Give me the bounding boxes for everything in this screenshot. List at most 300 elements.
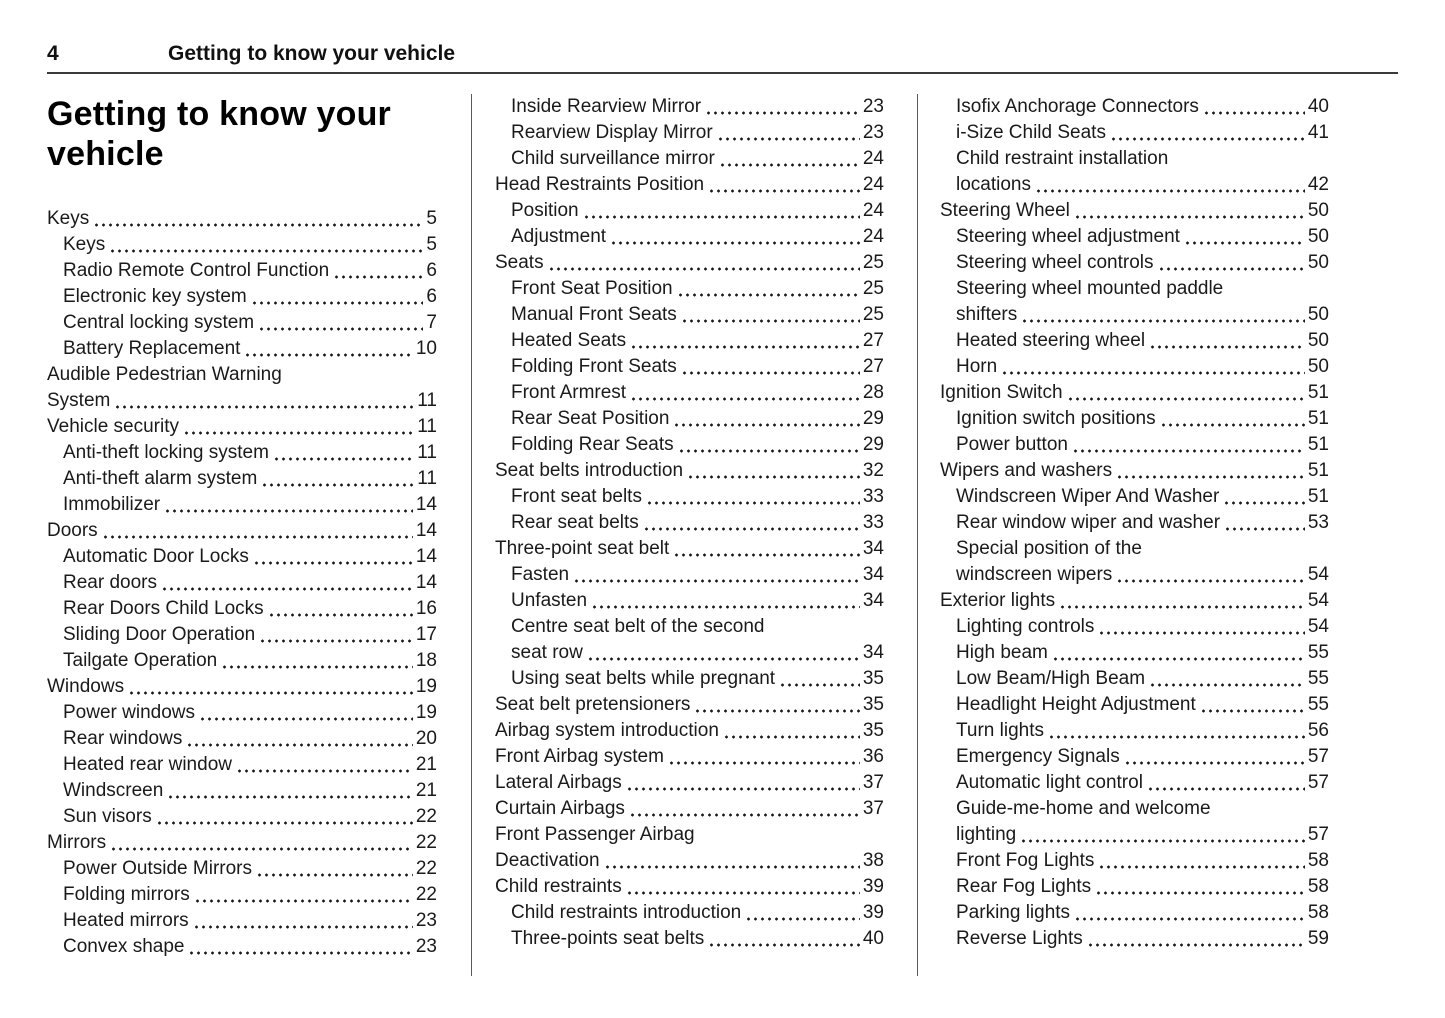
toc-entry (940, 94, 1329, 120)
toc-entry (940, 484, 1329, 510)
dot-leader (583, 198, 860, 224)
dot-leader (186, 726, 413, 752)
dot-leader (268, 596, 413, 622)
toc-entry (940, 354, 1329, 380)
dot-leader (1200, 692, 1305, 718)
toc-entry-page-number: 14 (415, 520, 437, 541)
dot-leader (164, 492, 413, 518)
toc-entry-label: Isofix Anchorage Connectors (956, 96, 1199, 117)
toc-entry-label: Power windows (63, 702, 195, 723)
toc-entry-label: Windows (47, 676, 125, 697)
toc-entry-page-number: 34 (862, 564, 884, 585)
toc-entry-label: Front seat belts (511, 486, 642, 507)
dot-leader (1203, 94, 1305, 120)
toc-entry (495, 146, 884, 172)
toc-entry (495, 926, 884, 952)
toc-entry (47, 752, 437, 778)
toc-entry-label: Rear Seat Position (511, 408, 670, 429)
toc-entry-label: Tailgate Operation (63, 650, 218, 671)
toc-entry (940, 432, 1329, 458)
header-chapter-title: Getting to know your vehicle (168, 42, 456, 65)
toc-entry-label: Sun visors (63, 806, 152, 827)
toc-entry-page-number: 57 (1307, 746, 1329, 767)
toc-entry (495, 406, 884, 432)
toc-entry (940, 406, 1329, 432)
toc-entry-label: Folding Front Seats (511, 356, 677, 377)
toc-entry (940, 822, 1329, 848)
toc-entry-page-number: 33 (862, 512, 884, 533)
toc-entry-page-number: 34 (862, 642, 884, 663)
toc-entry (940, 874, 1329, 900)
toc-entry-page-number: 24 (862, 200, 884, 221)
dot-leader (259, 622, 413, 648)
toc-entry-label: Sliding Door Operation (63, 624, 256, 645)
toc-entry-page-number: 54 (1307, 616, 1329, 637)
toc-entry-list-2 (495, 94, 884, 952)
toc-entry-wrap-line (495, 822, 884, 848)
toc-entry-label: Reverse Lights (956, 928, 1083, 949)
toc-entry-page-number: 39 (862, 902, 884, 923)
toc-entry-page-number: 38 (862, 850, 884, 871)
dot-leader (705, 94, 860, 120)
dot-leader (1087, 926, 1305, 952)
toc-entry-page-number: 11 (417, 442, 437, 463)
toc-entry-label: Front Passenger Airbag (495, 824, 695, 845)
toc-entry (940, 614, 1329, 640)
toc-entry-page-number: 22 (415, 858, 437, 879)
toc-entry (495, 328, 884, 354)
toc-entry-label: Steering wheel mounted paddle (956, 278, 1224, 299)
dot-leader (630, 380, 860, 406)
toc-entry-label: Anti-theft alarm system (63, 468, 258, 489)
toc-entry-label: Doors (47, 520, 98, 541)
toc-entry (47, 726, 437, 752)
toc-entry-label: Three-point seat belt (495, 538, 670, 559)
toc-entry-label: Guide-me-home and welcome (956, 798, 1211, 819)
toc-entry-label: Centre seat belt of the second (511, 616, 765, 637)
toc-entry (495, 900, 884, 926)
toc-entry-list-3 (940, 94, 1329, 952)
toc-entry-page-number: 18 (415, 650, 437, 671)
toc-entry-label: Folding mirrors (63, 884, 190, 905)
dot-leader (114, 388, 414, 414)
dot-leader (687, 458, 860, 484)
dot-leader (258, 310, 423, 336)
toc-entry-label: Airbag system introduction (495, 720, 719, 741)
dot-leader (548, 250, 860, 276)
toc-entry-label: Inside Rearview Mirror (511, 96, 702, 117)
toc-entry-label: Lateral Airbags (495, 772, 622, 793)
toc-entry (47, 778, 437, 804)
toc-entry-label: Seat belts introduction (495, 460, 684, 481)
toc-entry-page-number: 29 (862, 434, 884, 455)
toc-entry (47, 622, 437, 648)
toc-entry (495, 874, 884, 900)
toc-entry-label: Exterior lights (940, 590, 1056, 611)
toc-entry (940, 744, 1329, 770)
toc-entry (940, 562, 1329, 588)
toc-entry-page-number: 32 (862, 460, 884, 481)
toc-entry-page-number: 35 (862, 694, 884, 715)
toc-entry-page-number: 34 (862, 590, 884, 611)
dot-leader (109, 232, 423, 258)
dot-leader (708, 926, 860, 952)
toc-entry-page-number: 28 (862, 382, 884, 403)
dot-leader (253, 544, 413, 570)
toc-entry-label: Front Fog Lights (956, 850, 1095, 871)
dot-leader (681, 354, 860, 380)
toc-entry-page-number: 25 (862, 252, 884, 273)
dot-leader (610, 224, 860, 250)
toc-entry (940, 926, 1329, 952)
dot-leader (1223, 484, 1305, 510)
toc-entry (495, 744, 884, 770)
toc-entry (495, 354, 884, 380)
toc-entry-label: Adjustment (511, 226, 607, 247)
toc-entry (495, 770, 884, 796)
toc-entry-label: Front Seat Position (511, 278, 673, 299)
dot-leader (188, 934, 412, 960)
toc-entry-label: Steering wheel adjustment (956, 226, 1180, 247)
toc-entry-label: Child restraints (495, 876, 622, 897)
toc-entry (47, 804, 437, 830)
toc-entry-page-number: 5 (426, 208, 437, 229)
toc-entry-label: Mirrors (47, 832, 107, 853)
toc-entry-label: Steering Wheel (940, 200, 1070, 221)
toc-entry-page-number: 58 (1307, 850, 1329, 871)
toc-entry-page-number: 19 (415, 676, 437, 697)
toc-entry (47, 596, 437, 622)
toc-entry-label: Ignition switch positions (956, 408, 1156, 429)
dot-leader (1184, 224, 1305, 250)
toc-entry-page-number: 56 (1307, 720, 1329, 741)
toc-entry-label: Convex shape (63, 936, 185, 957)
toc-entry (940, 172, 1329, 198)
dot-leader (156, 804, 413, 830)
toc-entry (495, 198, 884, 224)
dot-leader (668, 744, 860, 770)
toc-entry-label: Windscreen Wiper And Washer (956, 486, 1220, 507)
toc-entry-page-number: 24 (862, 148, 884, 169)
dot-leader (646, 484, 860, 510)
toc-entry-wrap-line (940, 536, 1329, 562)
toc-entry-label: Three-points seat belts (511, 928, 705, 949)
toc-entry-page-number: 33 (862, 486, 884, 507)
dot-leader (273, 440, 414, 466)
toc-entry-label: Immobilizer (63, 494, 161, 515)
toc-entry-label: Horn (956, 356, 998, 377)
toc-entry-label: Child surveillance mirror (511, 148, 715, 169)
toc-entry-page-number: 20 (415, 728, 437, 749)
toc-entry-page-number: 58 (1307, 902, 1329, 923)
toc-entry-label: Head Restraints Position (495, 174, 705, 195)
toc-entry-page-number: 36 (862, 746, 884, 767)
toc-entry-page-number: 14 (415, 572, 437, 593)
toc-entry-page-number: 23 (862, 122, 884, 143)
toc-entry-label: Central locking system (63, 312, 255, 333)
toc-entry (495, 120, 884, 146)
toc-entry-wrap-line (940, 146, 1329, 172)
toc-entry (47, 492, 437, 518)
toc-entry (495, 250, 884, 276)
toc-entry-page-number: 39 (862, 876, 884, 897)
dot-leader (1020, 822, 1305, 848)
toc-entry (940, 770, 1329, 796)
dot-leader (1149, 328, 1305, 354)
toc-entry (47, 388, 437, 414)
toc-entry-label: Vehicle security (47, 416, 180, 437)
dot-leader (630, 328, 860, 354)
dot-leader (261, 466, 414, 492)
toc-entry (47, 882, 437, 908)
dot-leader (604, 848, 860, 874)
toc-entry-page-number: 50 (1307, 252, 1329, 273)
toc-entry-page-number: 54 (1307, 590, 1329, 611)
toc-entry-label: Seat belt pretensioners (495, 694, 691, 715)
toc-entry-label: Folding Rear Seats (511, 434, 674, 455)
dot-leader (1074, 900, 1305, 926)
toc-entry-page-number: 59 (1307, 928, 1329, 949)
toc-entry-label: Windscreen (63, 780, 164, 801)
toc-entry-label: Steering wheel controls (956, 252, 1154, 273)
dot-leader (626, 874, 860, 900)
toc-entry-page-number: 37 (862, 772, 884, 793)
toc-entry-page-number: 27 (862, 356, 884, 377)
dot-leader (1048, 718, 1305, 744)
dot-leader (677, 276, 860, 302)
toc-entry-label: Electronic key system (63, 286, 247, 307)
toc-entry-label: Using seat belts while pregnant (511, 668, 776, 689)
toc-entry-page-number: 50 (1307, 330, 1329, 351)
toc-column-2 (471, 94, 917, 976)
toc-entry-label: Heated steering wheel (956, 330, 1146, 351)
toc-entry (47, 310, 437, 336)
dot-leader (128, 674, 413, 700)
dot-leader (221, 648, 413, 674)
toc-entry-label: Anti-theft locking system (63, 442, 269, 463)
toc-entry-page-number: 50 (1307, 226, 1329, 247)
toc-entry-wrap-line (940, 796, 1329, 822)
toc-entry-label: Front Armrest (511, 382, 627, 403)
dot-leader (1001, 354, 1305, 380)
toc-entry (940, 458, 1329, 484)
toc-entry-label: Lighting controls (956, 616, 1095, 637)
dot-leader (1074, 198, 1305, 224)
toc-entry-label: Headlight Height Adjustment (956, 694, 1196, 715)
toc-entry (47, 518, 437, 544)
toc-entry-page-number: 10 (415, 338, 437, 359)
toc-entry-label: Position (511, 200, 579, 221)
toc-entry-label: Automatic light control (956, 772, 1143, 793)
header-page-number: 4 (47, 42, 59, 65)
toc-entry-page-number: 41 (1307, 122, 1329, 143)
dot-leader (719, 146, 860, 172)
toc-entry-page-number: 24 (862, 226, 884, 247)
toc-entry-label: Audible Pedestrian Warning (47, 364, 282, 385)
toc-entry-label: Ignition Switch (940, 382, 1063, 403)
toc-entry (495, 588, 884, 614)
dot-leader (244, 336, 412, 362)
toc-entry (495, 94, 884, 120)
toc-entry-label: Manual Front Seats (511, 304, 677, 325)
toc-entry-page-number: 40 (1307, 96, 1329, 117)
toc-entry-label: Battery Replacement (63, 338, 241, 359)
toc-entry (940, 588, 1329, 614)
toc-entry-page-number: 25 (862, 304, 884, 325)
toc-entry-page-number: 11 (417, 416, 437, 437)
toc-entry-label: Rearview Display Mirror (511, 122, 713, 143)
toc-entry (940, 380, 1329, 406)
toc-entry-page-number: 35 (862, 668, 884, 689)
toc-entry-page-number: 19 (415, 702, 437, 723)
toc-entry-page-number: 51 (1307, 486, 1329, 507)
toc-entry (940, 718, 1329, 744)
toc-entry (495, 718, 884, 744)
toc-entry-label: Front Airbag system (495, 746, 664, 767)
toc-entry (47, 856, 437, 882)
dot-leader (102, 518, 413, 544)
toc-entry (47, 830, 437, 856)
toc-entry (940, 198, 1329, 224)
toc-entry (495, 276, 884, 302)
toc-entry-label: Radio Remote Control Function (63, 260, 330, 281)
toc-entry-label: Parking lights (956, 902, 1071, 923)
toc-entry-label: Fasten (511, 564, 570, 585)
toc-entry-page-number: 53 (1307, 512, 1329, 533)
toc-entry (495, 172, 884, 198)
toc-entry (495, 536, 884, 562)
toc-entry (495, 640, 884, 666)
toc-entry (940, 250, 1329, 276)
toc-entry-page-number: 58 (1307, 876, 1329, 897)
toc-entry (495, 510, 884, 536)
toc-entry-wrap-line (495, 614, 884, 640)
dot-leader (236, 752, 413, 778)
dot-leader (717, 120, 860, 146)
dot-leader (779, 666, 860, 692)
toc-entry-page-number: 55 (1307, 642, 1329, 663)
toc-entry-label: Heated mirrors (63, 910, 189, 931)
toc-entry-page-number: 51 (1307, 460, 1329, 481)
toc-entry-wrap-line (47, 362, 437, 388)
dot-leader (194, 882, 413, 908)
toc-entry (47, 206, 437, 232)
dot-leader (110, 830, 413, 856)
toc-entry-label: Child restraint installation (956, 148, 1169, 169)
toc-entry-label: windscreen wipers (956, 564, 1113, 585)
toc-entry-label: Power Outside Mirrors (63, 858, 252, 879)
toc-entry-page-number: 23 (862, 96, 884, 117)
dot-leader (161, 570, 413, 596)
toc-entry (47, 570, 437, 596)
toc-entry-label: Rear Doors Child Locks (63, 598, 264, 619)
dot-leader (333, 258, 423, 284)
toc-entry-label: Rear Fog Lights (956, 876, 1092, 897)
toc-entry (940, 666, 1329, 692)
toc-entry-label: locations (956, 174, 1031, 195)
toc-entry-label: Heated rear window (63, 754, 232, 775)
toc-entry-label: i-Size Child Seats (956, 122, 1106, 143)
dot-leader (723, 718, 860, 744)
toc-entry-page-number: 7 (426, 312, 437, 333)
toc-entry-page-number: 22 (415, 884, 437, 905)
toc-entry-page-number: 35 (862, 720, 884, 741)
toc-entry (47, 232, 437, 258)
toc-entry-page-number: 42 (1307, 174, 1329, 195)
toc-entry-page-number: 51 (1307, 408, 1329, 429)
dot-leader (1059, 588, 1305, 614)
dot-leader (708, 172, 860, 198)
toc-entry-page-number: 25 (862, 278, 884, 299)
toc-entry (47, 700, 437, 726)
toc-entry-label: seat row (511, 642, 583, 663)
toc-entry-page-number: 50 (1307, 200, 1329, 221)
toc-entry-page-number: 55 (1307, 668, 1329, 689)
toc-entry-wrap-line (940, 276, 1329, 302)
toc-entry-page-number: 37 (862, 798, 884, 819)
dot-leader (251, 284, 424, 310)
dot-leader (183, 414, 414, 440)
toc-entry-label: Rear window wiper and washer (956, 512, 1221, 533)
dot-leader (193, 908, 413, 934)
toc-entry-label: Curtain Airbags (495, 798, 625, 819)
toc-entry-page-number: 34 (862, 538, 884, 559)
toc-entry-list-1 (47, 206, 437, 960)
toc-entry (47, 440, 437, 466)
toc-entry-label: Rear seat belts (511, 512, 639, 533)
toc-entry-page-number: 29 (862, 408, 884, 429)
toc-entry-label: System (47, 390, 111, 411)
toc-entry (940, 328, 1329, 354)
toc-entry (940, 224, 1329, 250)
toc-entry (47, 674, 437, 700)
toc-entry-page-number: 55 (1307, 694, 1329, 715)
dot-leader (1110, 120, 1305, 146)
toc-entry-page-number: 16 (415, 598, 437, 619)
toc-entry-page-number: 21 (415, 780, 437, 801)
toc-entry-page-number: 57 (1307, 824, 1329, 845)
dot-leader (626, 770, 860, 796)
toc-entry-label: Turn lights (956, 720, 1044, 741)
dot-leader (1072, 432, 1305, 458)
toc-entry-page-number: 27 (862, 330, 884, 351)
toc-entry (495, 380, 884, 406)
toc-entry-page-number: 5 (426, 234, 437, 255)
header-divider-rule (47, 72, 1398, 74)
toc-entry (495, 484, 884, 510)
dot-leader (1035, 172, 1305, 198)
dot-leader (681, 302, 860, 328)
dot-leader (256, 856, 413, 882)
toc-column-1 (47, 94, 471, 976)
toc-entry (940, 120, 1329, 146)
toc-columns (47, 94, 1398, 976)
toc-entry (495, 666, 884, 692)
toc-entry (47, 934, 437, 960)
toc-entry (940, 848, 1329, 874)
dot-leader (1124, 744, 1305, 770)
toc-entry (47, 258, 437, 284)
toc-entry-label: Emergency Signals (956, 746, 1120, 767)
toc-entry-page-number: 23 (415, 910, 437, 931)
dot-leader (1224, 510, 1305, 536)
toc-entry-page-number: 17 (415, 624, 437, 645)
toc-entry-label: Low Beam/High Beam (956, 668, 1146, 689)
toc-entry (940, 510, 1329, 536)
toc-entry-label: lighting (956, 824, 1017, 845)
toc-column-3 (917, 94, 1342, 976)
toc-entry (495, 458, 884, 484)
